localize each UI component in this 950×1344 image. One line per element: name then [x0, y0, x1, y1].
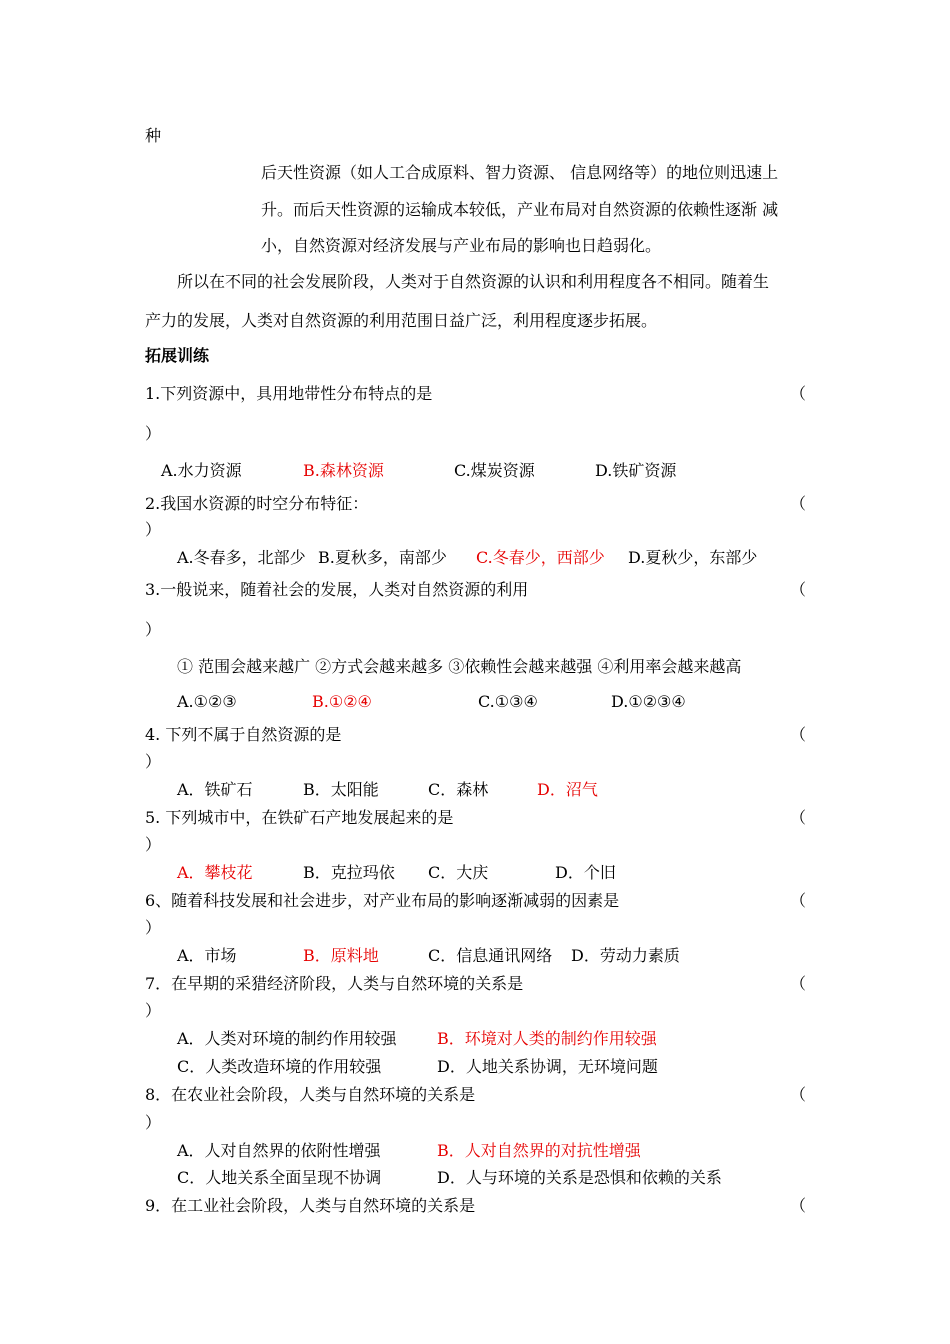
- answer-bracket-close: ）: [145, 1001, 162, 1020]
- answer-bracket-open: （: [790, 1085, 807, 1104]
- question-text: 6、随着科技发展和社会进步，对产业布局的影响逐渐减弱的因素是: [145, 891, 620, 910]
- option-b-answer: B.①②④: [312, 692, 372, 711]
- option-b-answer: B．原料地: [303, 946, 379, 965]
- option-d: D．个旧: [555, 863, 616, 882]
- option-c: C.①③④: [478, 692, 538, 711]
- answer-bracket-close: ）: [145, 620, 162, 639]
- option-b: B．克拉玛依: [303, 863, 395, 882]
- option-a: A．人类对环境的制约作用较强: [177, 1029, 397, 1048]
- option-a: A．铁矿石: [177, 780, 253, 799]
- section-title: 拓展训练: [145, 346, 210, 365]
- option-b-answer: B.森林资源: [303, 461, 384, 480]
- answer-bracket-close: ）: [145, 752, 162, 771]
- answer-bracket-open: （: [790, 494, 807, 513]
- option-d: D．人与环境的关系是恐惧和依赖的关系: [437, 1168, 722, 1187]
- answer-bracket-close: ）: [145, 424, 162, 443]
- question-text: 2.我国水资源的时空分布特征：: [145, 494, 369, 513]
- option-c: C．信息通讯网络: [428, 946, 553, 965]
- option-a: A.冬春多，北部少: [177, 548, 306, 567]
- option-d: D.①②③④: [611, 692, 686, 711]
- option-a: A.水力资源: [161, 461, 242, 480]
- option-c: C.煤炭资源: [454, 461, 535, 480]
- option-b: B.夏秋多，南部少: [318, 548, 447, 567]
- intro-indented-line: 小，自然资源对经济发展与产业布局的影响也日趋弱化。: [261, 236, 662, 255]
- option-c: C．人类改造环境的作用较强: [177, 1057, 382, 1076]
- answer-bracket-close: ）: [145, 1113, 162, 1132]
- paragraph-line: 产力的发展，人类对自然资源的利用范围日益广泛，利用程度逐步拓展。: [145, 311, 658, 330]
- answer-bracket-open: （: [790, 580, 807, 599]
- question-text: 8．在农业社会阶段，人类与自然环境的关系是: [145, 1085, 476, 1104]
- option-a: A．市场: [177, 946, 237, 965]
- question-text: 7．在早期的采猎经济阶段，人类与自然环境的关系是: [145, 974, 524, 993]
- intro-indented-line: 升。而后天性资源的运输成本较低，产业布局对自然资源的依赖性逐渐 减: [261, 200, 779, 219]
- answer-bracket-open: （: [790, 891, 807, 910]
- option-a: A.①②③: [177, 692, 237, 711]
- option-c: C．大庆: [428, 863, 489, 882]
- question-text: 4. 下列不属于自然资源的是: [145, 725, 342, 744]
- option-a: A．人对自然界的依附性增强: [177, 1141, 381, 1160]
- paragraph-line: 所以在不同的社会发展阶段，人类对于自然资源的认识和利用程度各不相同。随着生: [177, 272, 770, 291]
- answer-bracket-open: （: [790, 1196, 807, 1215]
- answer-bracket-close: ）: [145, 918, 162, 937]
- option-d-answer: D．沼气: [537, 780, 598, 799]
- answer-bracket-open: （: [790, 384, 807, 403]
- option-d: D.铁矿资源: [595, 461, 677, 480]
- option-c-answer: C.冬春少，西部少: [476, 548, 605, 567]
- intro-fragment: 种: [145, 126, 162, 145]
- answer-bracket-close: ）: [145, 835, 162, 854]
- option-b-answer: B．人对自然界的对抗性增强: [437, 1141, 641, 1160]
- question-text: 1.下列资源中，具用地带性分布特点的是: [145, 384, 433, 403]
- option-d: D.夏秋少，东部少: [628, 548, 758, 567]
- option-a-answer: A．攀枝花: [177, 863, 253, 882]
- question-statements: ① 范围会越来越广 ②方式会越来越多 ③依赖性会越来越强 ④利用率会越来越高: [177, 657, 742, 676]
- answer-bracket-open: （: [790, 725, 807, 744]
- answer-bracket-open: （: [790, 808, 807, 827]
- option-c: C．森林: [428, 780, 489, 799]
- option-c: C．人地关系全面呈现不协调: [177, 1168, 382, 1187]
- intro-indented-line: 后天性资源（如人工合成原料、智力资源、 信息网络等）的地位则迅速上: [261, 163, 779, 182]
- question-text: 5. 下列城市中，在铁矿石产地发展起来的是: [145, 808, 454, 827]
- option-b-answer: B．环境对人类的制约作用较强: [437, 1029, 657, 1048]
- option-b: B．太阳能: [303, 780, 379, 799]
- answer-bracket-close: ）: [145, 520, 162, 539]
- answer-bracket-open: （: [790, 974, 807, 993]
- option-d: D．人地关系协调，无环境问题: [437, 1057, 658, 1076]
- question-text: 3.一般说来，随着社会的发展，人类对自然资源的利用: [145, 580, 529, 599]
- question-text: 9．在工业社会阶段，人类与自然环境的关系是: [145, 1196, 476, 1215]
- option-d: D．劳动力素质: [571, 946, 680, 965]
